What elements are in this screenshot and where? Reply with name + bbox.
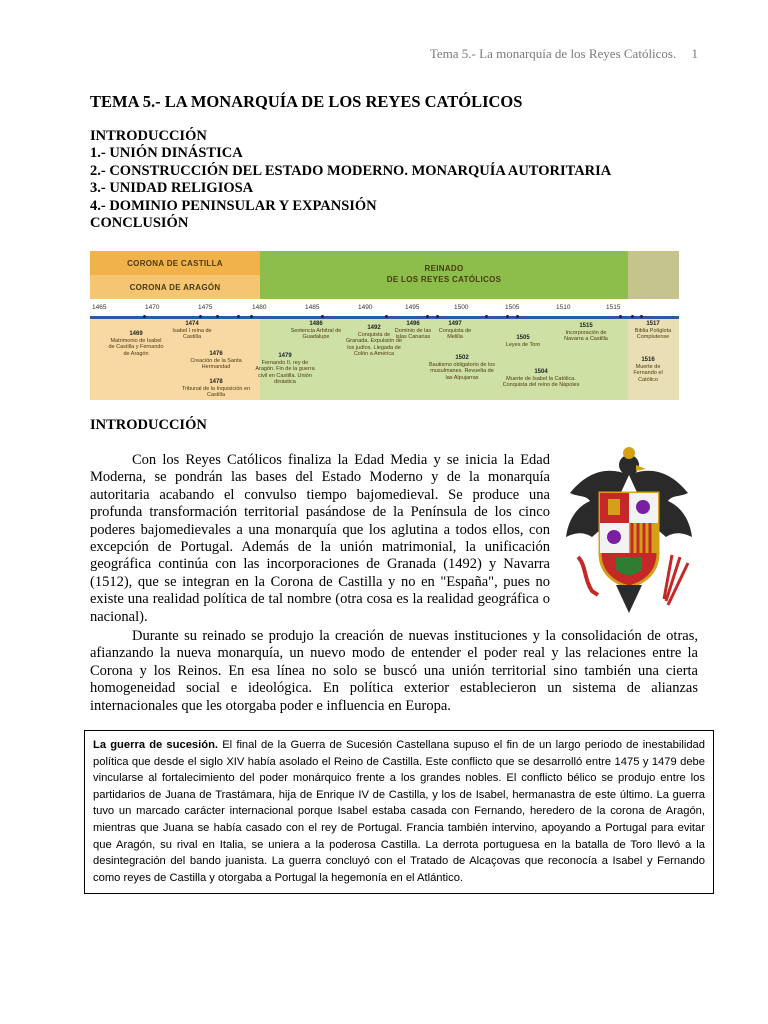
- event-1478: [178, 379, 254, 399]
- band-reinado-label-1: REINADO: [424, 264, 464, 273]
- event-text: Isabel I reina de Castilla: [172, 327, 212, 340]
- event-year: 1504: [534, 369, 548, 375]
- event-1497: [432, 321, 478, 341]
- event-year: 1502: [455, 355, 469, 361]
- event-1517: [630, 321, 676, 341]
- band-aragon-label: CORONA DE ARAGÓN: [129, 283, 221, 292]
- event-year: 1474: [185, 321, 199, 327]
- table-of-contents: [90, 128, 611, 232]
- band-reinado-label-2: DE LOS REYES CATÓLICOS: [386, 275, 502, 284]
- event-text: Incorporación de Navarra a Castilla: [564, 329, 608, 342]
- event-1469: [108, 331, 164, 357]
- event-text: Conquista de Granada. Expulsión de los judíos. Llegada de Colón a América: [346, 331, 402, 357]
- year-label: 1490: [358, 304, 373, 311]
- event-year: 1492: [367, 325, 381, 331]
- event-marker: [619, 315, 622, 318]
- event-marker: [143, 315, 146, 318]
- band-castilla-label: CORONA DE CASTILLA: [127, 259, 223, 268]
- year-label: 1495: [405, 304, 420, 311]
- band-end: [628, 251, 679, 299]
- event-1516: [626, 357, 670, 383]
- event-text: Fernando II, rey de Aragón. Fin de la guerra civil en Castilla. Unión dinástica: [255, 359, 315, 385]
- year-label: 1505: [505, 304, 520, 311]
- event-marker: [506, 315, 509, 318]
- band-castilla: [90, 251, 260, 275]
- event-1479: [253, 353, 317, 386]
- paragraph-intro: [90, 452, 550, 626]
- event-marker: [516, 315, 519, 318]
- event-marker: [426, 315, 429, 318]
- band-aragon: [90, 275, 260, 299]
- section-heading-introduccion: INTRODUCCIÓN: [90, 417, 207, 433]
- toc-item: 2.- CONSTRUCCIÓN DEL ESTADO MODERNO. MONARQUÍA AUTORITARIA: [90, 162, 612, 179]
- event-text: Muerte de Isabel la Católica. Conquista del reino de Nápoles: [502, 375, 580, 388]
- event-year: 1469: [129, 331, 143, 337]
- running-title: Tema 5.- La monarquía de los Reyes Católicos.: [429, 46, 677, 61]
- event-year: 1517: [646, 321, 660, 327]
- event-1474: [164, 321, 220, 341]
- event-text: Dominio de las islas Canarias: [394, 327, 432, 340]
- event-1476: [188, 351, 244, 371]
- event-1515: [558, 323, 614, 343]
- event-marker: [250, 315, 253, 318]
- box-title: La guerra de sucesión.: [93, 739, 219, 751]
- event-text: Biblia Políglota Complutense: [634, 327, 672, 340]
- event-1505: [501, 335, 545, 348]
- event-1502: [427, 355, 497, 381]
- event-marker: [237, 315, 240, 318]
- event-year: 1516: [641, 357, 655, 363]
- year-label: 1510: [556, 304, 571, 311]
- toc-item: INTRODUCCIÓN: [90, 128, 207, 144]
- event-1504: [502, 369, 580, 389]
- paragraph-reinado: [90, 628, 698, 715]
- year-label: 1475: [198, 304, 213, 311]
- event-year: 1515: [579, 323, 593, 329]
- event-text: Tribunal de la Inquisición en Castilla: [181, 385, 251, 398]
- event-year: 1479: [278, 353, 292, 359]
- year-label: 1500: [454, 304, 469, 311]
- year-label: 1470: [145, 304, 160, 311]
- box-text: El final de la Guerra de Sucesión Castellana supuso el fin de un largo periodo de inestabilidad política que desde el siglo XIV había asolado el Reino de Castilla. Este conflicto que se desarrolló entre 1475 y 1479 debe vincularse al fortalecimiento del poder monárquico frente a los grandes nobles. El conflicto bélico se produjo entre los partidarios de Juana de Trastámara, hija de Enrique IV de Castilla, y los de Isabel, hermanastra de este último. La guerra tuvo un marcado carácter internacional porque Isabel estaba casada con Fernando, heredero de la corona de Aragón, mientras que Juana se había casado con el rey de Portugal. Francia también intervino, apoyando a Portugal para evitar que Aragón, su rival en Italia, se uniera a la poderosa Castilla. La derrota portuguesa en la batalla de Toro llevó a la desintegración del bando juanista. La guerra concluyó con el Tratado de Alcaçovas que reconocía a Isabel y Fernando como reyes de Castilla y otorgaba a Portugal la hegemonía en el Atlántico.: [93, 739, 705, 884]
- event-1486: [288, 321, 344, 341]
- event-year: 1486: [309, 321, 323, 327]
- event-text: Matrimonio de Isabel de Castilla y Fernando de Aragón: [108, 337, 164, 357]
- timeline-ruler: [90, 299, 679, 316]
- event-year: 1497: [448, 321, 462, 327]
- event-marker: [631, 315, 634, 318]
- paragraph-text: Durante su reinado se produjo la creación de nuevas instituciones y la consolidación de otras, afianzando la nueva monarquía, un nuevo modo de entender el poder real y las relaciones entre la Corona y los Reinos. En esa línea no solo se buscó una unión territorial sino también una cierta homogeneidad social e ideológica. En política exterior establecieron un sistema de alianzas internacionales que les otorgaba poder e influencia en Europa.: [90, 628, 698, 714]
- event-text: Creación de la Santa Hermandad: [190, 357, 242, 370]
- event-marker: [321, 315, 324, 318]
- page-number: 1: [691, 46, 698, 61]
- event-year: 1496: [406, 321, 420, 327]
- event-text: Bautismo obligatorio de los musulmanes. Revuelta de las Alpujarras: [428, 361, 496, 381]
- running-header: [430, 46, 698, 62]
- event-year: 1476: [209, 351, 223, 357]
- info-box-guerra-sucesion: [84, 730, 714, 894]
- year-label: 1465: [92, 304, 107, 311]
- eagle-coat-of-arms-icon: [556, 445, 702, 619]
- event-marker: [385, 315, 388, 318]
- event-text: Conquista de Melilla: [438, 327, 472, 340]
- event-marker: [199, 315, 202, 318]
- event-text: Muerte de Fernando el Católico: [633, 363, 663, 383]
- event-text: Leyes de Toro: [505, 341, 541, 348]
- timeline-figure: [90, 251, 679, 400]
- year-label: 1515: [606, 304, 621, 311]
- band-reinado: [260, 251, 628, 299]
- event-marker: [485, 315, 488, 318]
- event-text: Sentencia Arbitral de Guadalupe: [290, 327, 342, 340]
- toc-item: 4.- DOMINIO PENINSULAR Y EXPANSIÓN: [90, 197, 377, 214]
- toc-item: CONCLUSIÓN: [90, 215, 189, 232]
- page-title: TEMA 5.- LA MONARQUÍA DE LOS REYES CATÓLICOS: [90, 92, 523, 111]
- year-label: 1485: [305, 304, 320, 311]
- event-marker: [216, 315, 219, 318]
- toc-item: 1.- UNIÓN DINÁSTICA: [90, 145, 243, 162]
- toc-item: 3.- UNIDAD RELIGIOSA: [90, 180, 254, 197]
- event-marker: [640, 315, 643, 318]
- paragraph-text: Con los Reyes Católicos finaliza la Edad Media y se inicia la Edad Moderna, se pondrán las bases del Estado Moderno y de la monarquía autoritaria acabando el convulso tiempo bajomedieval. Se produce una profunda transformación territorial pasándose de la Península de los cinco poderes bajomedievales a una monarquía que los aglutina a todos ellos, con excepción de Portugal. Además de la unión matrimonial, la unificación geográfica continúa con las incorporaciones de Granada (1492) y Navarra (1512), que se integran en la Corona de Castilla y no en "España", pues no existe una realidad política de tal nombre (otra cosa es la realidad geográfica o nacional).: [90, 452, 550, 625]
- event-marker: [436, 315, 439, 318]
- year-label: 1480: [252, 304, 267, 311]
- event-1496: [393, 321, 433, 341]
- event-year: 1478: [209, 379, 223, 385]
- event-year: 1505: [516, 335, 530, 341]
